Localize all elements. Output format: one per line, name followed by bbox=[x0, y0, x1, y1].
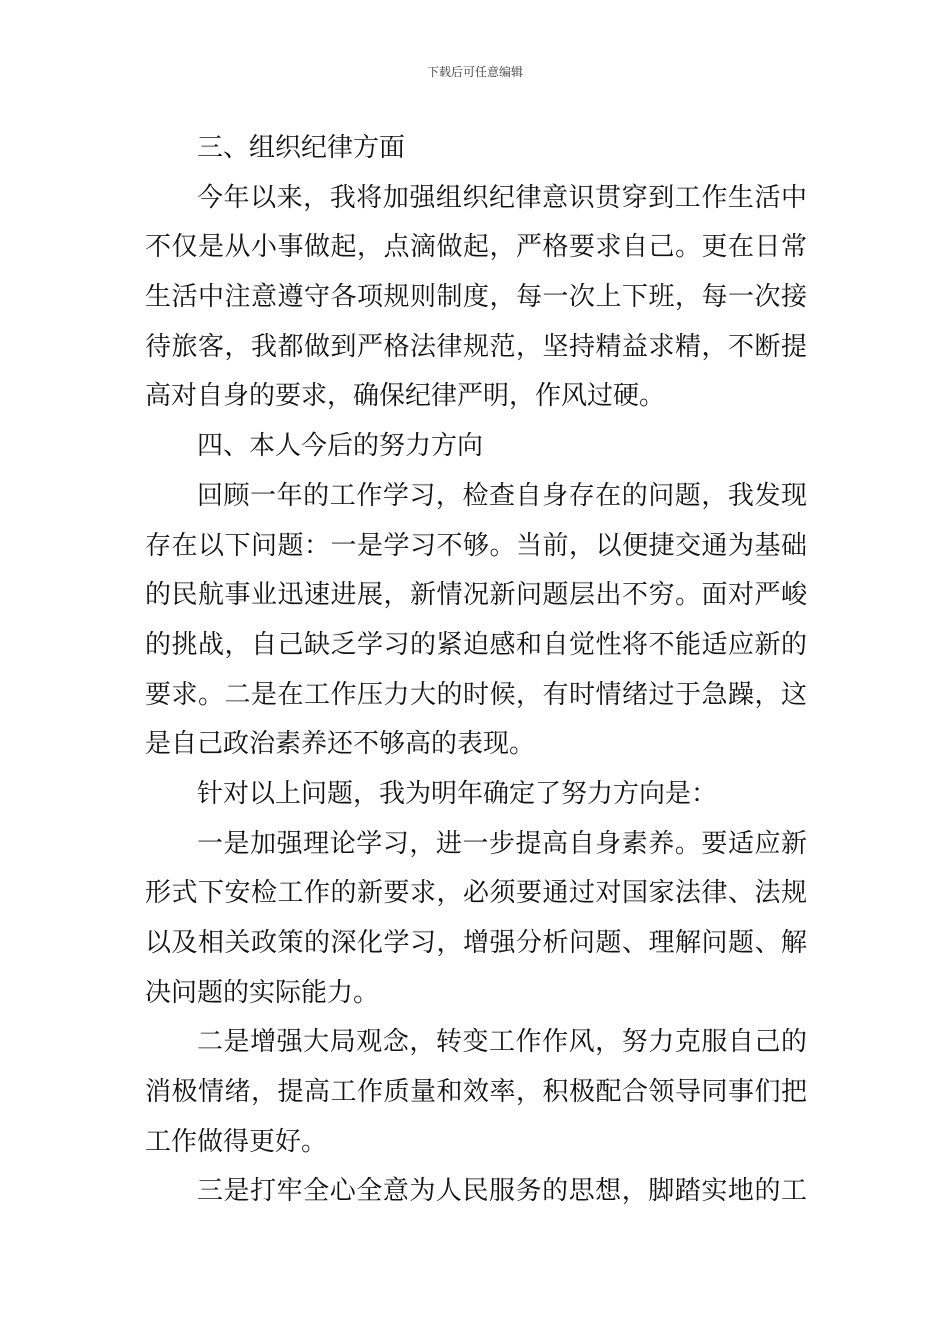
section-heading-4: 四、本人今后的努力方向 bbox=[197, 431, 484, 462]
paragraph-line: 一是加强理论学习，进一步提高自身素养。要适应新 bbox=[197, 828, 807, 859]
paragraph-line: 工作做得更好。 bbox=[145, 1126, 328, 1157]
paragraph-line: 不仅是从小事做起，点滴做起，严格要求自己。更在日常 bbox=[145, 232, 807, 263]
paragraph-line: 三是打牢全心全意为人民服务的思想，脚踏实地的工 bbox=[197, 1176, 807, 1207]
paragraph-line: 消极情绪，提高工作质量和效率，积极配合领导同事们把 bbox=[145, 1077, 807, 1108]
paragraph-line: 生活中注意遵守各项规则制度，每一次上下班，每一次接 bbox=[145, 282, 807, 313]
document-body bbox=[145, 124, 807, 1217]
section-heading-3: 三、组织纪律方面 bbox=[197, 133, 406, 163]
paragraph-line: 以及相关政策的深化学习，增强分析问题、理解问题、解 bbox=[145, 928, 807, 958]
paragraph-line: 的民航事业迅速进展，新情况新问题层出不穷。面对严峻 bbox=[145, 580, 807, 611]
paragraph-line: 是自己政治素养还不够高的表现。 bbox=[145, 729, 536, 760]
paragraph-line: 高对自身的要求，确保纪律严明，作风过硬。 bbox=[145, 381, 666, 412]
paragraph-line: 存在以下问题：一是学习不够。当前，以便捷交通为基础 bbox=[145, 530, 807, 561]
page-header: 下载后可任意编辑 bbox=[426, 65, 523, 79]
paragraph-line: 今年以来，我将加强组织纪律意识贯穿到工作生活中 bbox=[197, 182, 807, 213]
paragraph-line: 决问题的实际能力。 bbox=[145, 977, 380, 1008]
paragraph-line: 待旅客，我都做到严格法律规范，坚持精益求精，不断提 bbox=[145, 331, 807, 362]
paragraph-line: 的挑战，自己缺乏学习的紧迫感和自觉性将不能适应新的 bbox=[145, 629, 807, 660]
paragraph-line: 针对以上问题，我为明年确定了努力方向是： bbox=[197, 778, 718, 809]
paragraph-line: 要求。二是在工作压力大的时候，有时情绪过于急躁，这 bbox=[145, 679, 807, 710]
paragraph-line: 形式下安检工作的新要求，必须要通过对国家法律、法规 bbox=[145, 878, 807, 909]
paragraph-line: 二是增强大局观念，转变工作作风，努力克服自己的 bbox=[197, 1027, 807, 1058]
paragraph-line: 回顾一年的工作学习，检查自身存在的问题，我发现 bbox=[197, 480, 807, 511]
